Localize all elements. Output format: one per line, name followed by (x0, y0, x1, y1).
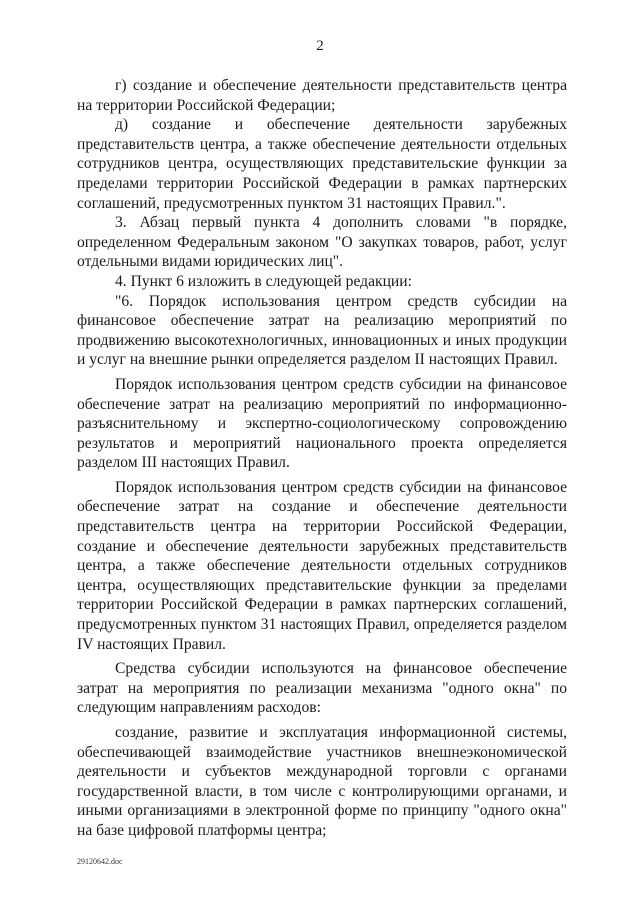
document-file-code: 29120642.doc (77, 857, 123, 866)
page-number: 2 (316, 38, 324, 54)
paragraph-order-section-4: Порядок использования центром средств субсидии на финансовое обеспечение затрат на создание и обеспечение деятельности представительств центра на территории Российской Федерации, создание и обеспечение деятельности зарубежных представительств центра, а также обеспечение деятельности отдельных сотрудников центра, осуществляющих представительские функции за пределами территории Российской Федерации в рамках партнерских соглашений, предусмотренных пунктом 31 настоящих Правил, определяется разделом IV настоящих Правил. (77, 478, 567, 653)
paragraph-point-3: 3. Абзац первый пункта 4 дополнить словами "в порядке, определенном Федеральным законом "О закупках товаров, работ, услуг отдельными видами юридических лиц". (77, 214, 567, 271)
document-body (77, 76, 567, 841)
paragraph-info-system: создание, развитие и эксплуатация информационной системы, обеспечивающей взаимодействие участников внешнеэкономической деятельности и субъектов международной торговли с органами государственной власти, в том числе с контролирующими органами, и иными организациями в электронной форме по принципу "одного окна" на базе цифровой платформы центра; (77, 724, 567, 839)
paragraph-point-6-intro: "6. Порядок использования центром средств субсидии на финансовое обеспечение затрат на реализацию мероприятий по продвижению высокотехнологичных, инновационных и иных продукции и услуг на внешние рынки определяется разделом II настоящих Правил. (77, 292, 567, 369)
paragraph-item-d: д) создание и обеспечение деятельности зарубежных представительств центра, а также обеспечение деятельности отдельных сотрудников центра, осуществляющих представительские функции за пределами территории Российской Федерации в рамках партнерских соглашений, предусмотренных пунктом 31 настоящих Правил.". (77, 116, 567, 212)
paragraph-order-section-3: Порядок использования центром средств субсидии на финансовое обеспечение затрат на реализацию мероприятий по информационно-разъяснительному и экспертно-социологическому сопровождению результатов и мероприятий национального проекта определяется разделом III настоящих Правил. (77, 375, 567, 472)
paragraph-item-g: г) создание и обеспечение деятельности представительств центра на территории Российской Федерации; (77, 77, 567, 114)
paragraph-single-window: Средства субсидии используются на финансовое обеспечение затрат на мероприятия по реализации механизма "одного окна" по следующим направлениям расходов: (77, 660, 567, 717)
paragraph-point-4: 4. Пункт 6 изложить в следующей редакции: (115, 272, 412, 290)
